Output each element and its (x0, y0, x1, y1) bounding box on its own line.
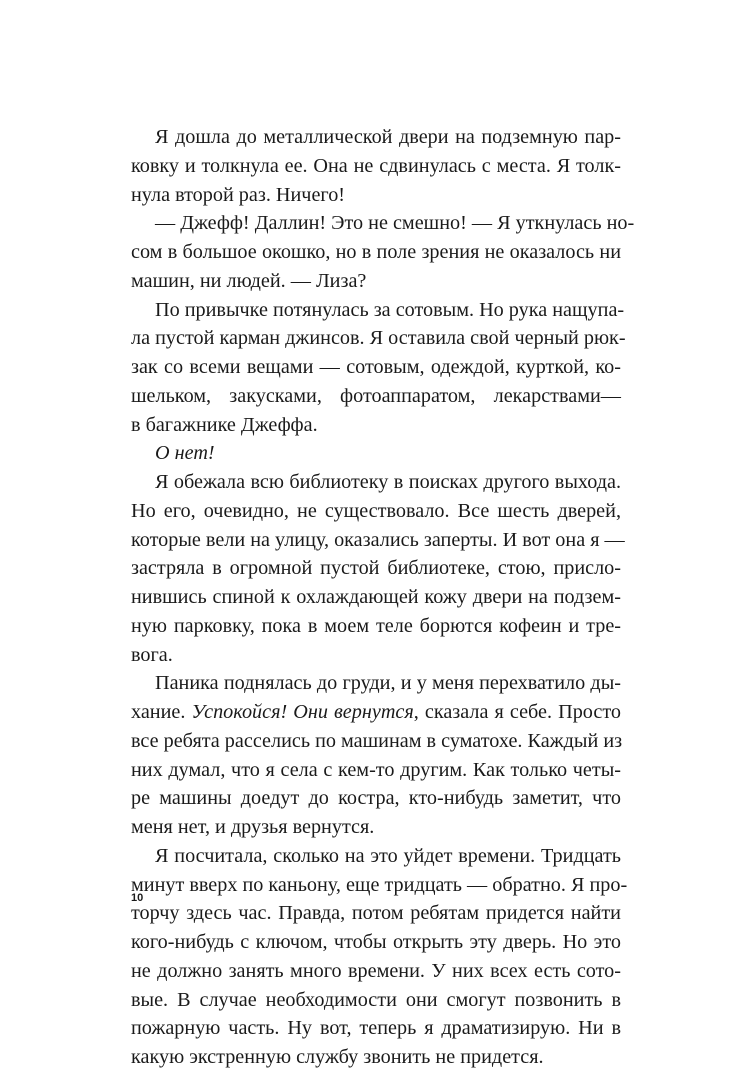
text-line: — Джефф! Даллин! Это не смешно! — Я уткнулась но- (155, 212, 635, 235)
text-line: Я дошла до металлической двери на подземную пар- (155, 126, 621, 148)
text-line: застряла в огромной пустой библиотеке, стою, присло- (131, 557, 621, 580)
text-line: шельком, закусками, фотоаппаратом, лекарствами— (131, 384, 621, 407)
text-line: нула второй раз. Ничего! (131, 183, 346, 206)
text-line: Я посчитала, сколько на это уйдет времени. Тридцать (155, 844, 621, 867)
text-line: Паника поднялась до груди, и у меня перехватило ды- (155, 672, 621, 695)
text-line: ную парковку, пока в моем теле борются кофеин и тре- (131, 614, 621, 637)
page-number: 10 (131, 892, 144, 904)
text-line: вога. (131, 643, 173, 666)
text-line: них думал, что я села с кем-то другим. Как только четы- (131, 758, 621, 781)
text-line: торчу здесь час. Правда, потом ребятам придется найти (131, 902, 621, 925)
text-line: По привычке потянулась за сотовым. Но рука нащупа- (155, 298, 625, 321)
text-line: пожарную часть. Ну вот, теперь я драматизирую. Ни в (131, 1017, 621, 1040)
text-line: какую экстренную службу звонить не придется. (131, 1046, 544, 1068)
text-line: хание. Успокойся! Они вернутся, сказала я себе. Просто (131, 701, 621, 723)
text-line: меня нет, и друзья вернутся. (131, 816, 375, 838)
text-line: машин, ни людей. — Лиза? (131, 269, 367, 292)
text-line: все ребята расселись по машинам в суматохе. Каждый из (131, 729, 623, 752)
text-line: ре машины доедут до костра, кто-нибудь заметит, что (131, 787, 621, 810)
text-line: Я обежала всю библиотеку в поисках другого выхода. (155, 471, 621, 493)
text-line: Но его, очевидно, не существовало. Все шесть дверей, (131, 499, 621, 522)
text-line: ла пустой карман джинсов. Я оставила свой черный рюк- (131, 327, 626, 350)
body-text (131, 123, 635, 1072)
text-line: ковку и толкнула ее. Она не сдвинулась с места. Я толк- (131, 154, 621, 177)
text-line: не должно занять много времени. У них всех есть сото- (131, 959, 621, 982)
text-line: сом в большое окошко, но в поле зрения не оказалось ни (131, 241, 621, 263)
text-line: нившись спиной к охлаждающей кожу двери на подзем- (131, 586, 621, 608)
text-line: в багажнике Джеффа. (131, 413, 318, 436)
text-line: которые вели на улицу, оказались заперты. И вот она я — (131, 528, 625, 551)
text-line: кого-нибудь с ключом, чтобы открыть эту дверь. Но это (131, 931, 621, 953)
text-line: вые. В случае необходимости они смогут позвонить в (131, 988, 621, 1011)
text-line: минут вверх по каньону, еще тридцать — обратно. Я про- (131, 873, 628, 896)
text-line: О нет! (155, 442, 215, 465)
text-line: зак со всеми вещами — сотовым, одеждой, курткой, ко- (131, 356, 621, 378)
